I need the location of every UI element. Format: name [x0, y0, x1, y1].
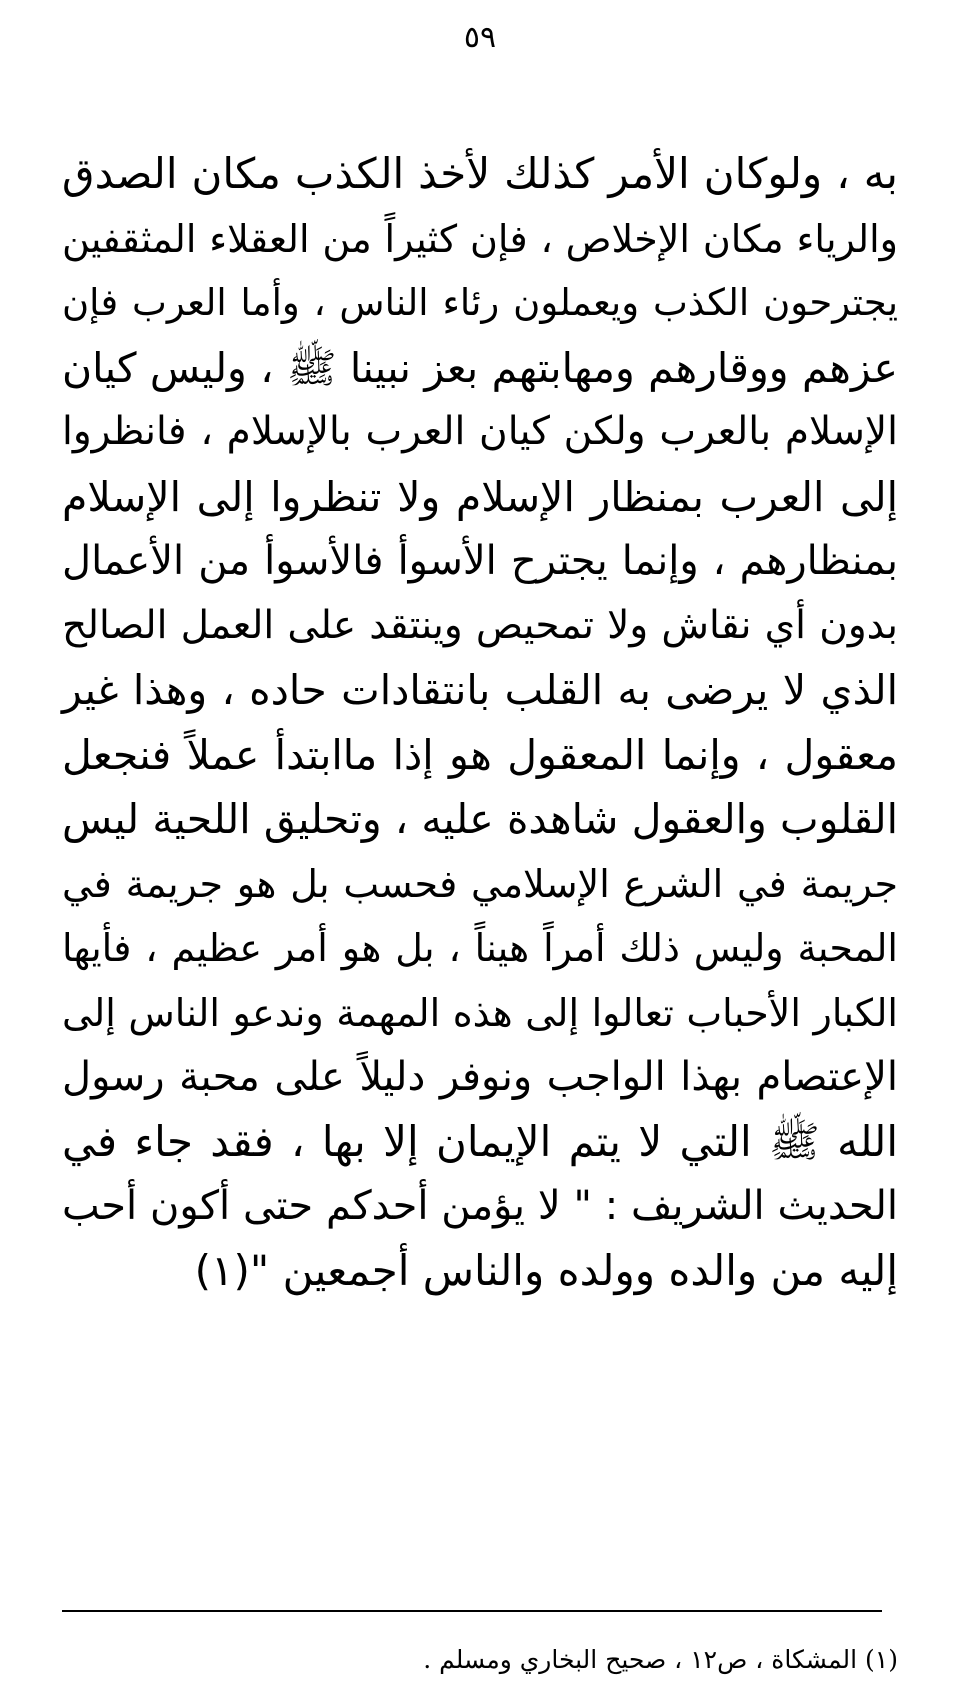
text-line: بدون أي نقاش ولا تمحيص وينتقد على العمل الصالح	[62, 602, 898, 648]
text-line: إلى العرب بمنظار الإسلام ولا تنظروا إلى الإسلام	[62, 472, 898, 521]
text-line: المحبة وليس ذلك أمراً هيناً ، بل هو أمر عظيم ، فأيها	[62, 926, 898, 970]
text-line: عزهم ووقارهم ومهابتهم بعز نبينا ﷺ ، وليس كيان	[62, 343, 898, 392]
page-number: ٥٩	[463, 20, 497, 55]
footnote: (١) المشكاة ، ص١٢ ، صحيح البخاري ومسلم .	[423, 1645, 898, 1674]
text-line: بمنظارهم ، وإنما يجترح الأسوأ فالأسوأ من الأعمال	[62, 538, 898, 584]
text-line: الإعتصام بهذا الواجب ونوفر دليلاً على محبة رسول	[62, 1054, 898, 1100]
text-line: الحديث الشريف : " لا يؤمن أحدكم حتى أكون أحب	[62, 1183, 898, 1229]
text-line-last: إليه من والده وولده والناس أجمعين "(١)	[194, 1245, 898, 1295]
text-line: يجترحون الكذب ويعملون رئاء الناس ، وأما العرب فإن	[62, 281, 898, 324]
text-line: الكبار الأحباب تعالوا إلى هذه المهمة وندعو الناس إلى	[62, 990, 898, 1035]
text-line: الإسلام بالعرب ولكن كيان العرب بالإسلام ، فانظروا	[62, 409, 898, 454]
text-line: جريمة في الشرع الإسلامي فحسب بل هو جريمة في	[62, 861, 898, 906]
text-line: الذي لا يرضى به القلب بانتقادات حاده ، وهذا غير	[62, 666, 898, 714]
text-line: الله ﷺ التي لا يتم الإيمان إلا بها ، فقد جاء في	[62, 1116, 898, 1166]
footnote-divider	[62, 1610, 882, 1612]
text-line: القلوب والعقول شاهدة عليه ، وتحليق اللحية ليس	[62, 795, 898, 843]
text-line: به ، ولوكان الأمر كذلك لأخذ الكذب مكان الصدق	[62, 149, 898, 198]
text-line: والرياء مكان الإخلاص ، فإن كثيراً من العقلاء المثقفين	[62, 216, 898, 261]
text-line: معقول ، وإنما المعقول هو إذا ماابتدأ عملاً فنجعل	[62, 730, 898, 779]
body-text	[62, 142, 898, 1303]
